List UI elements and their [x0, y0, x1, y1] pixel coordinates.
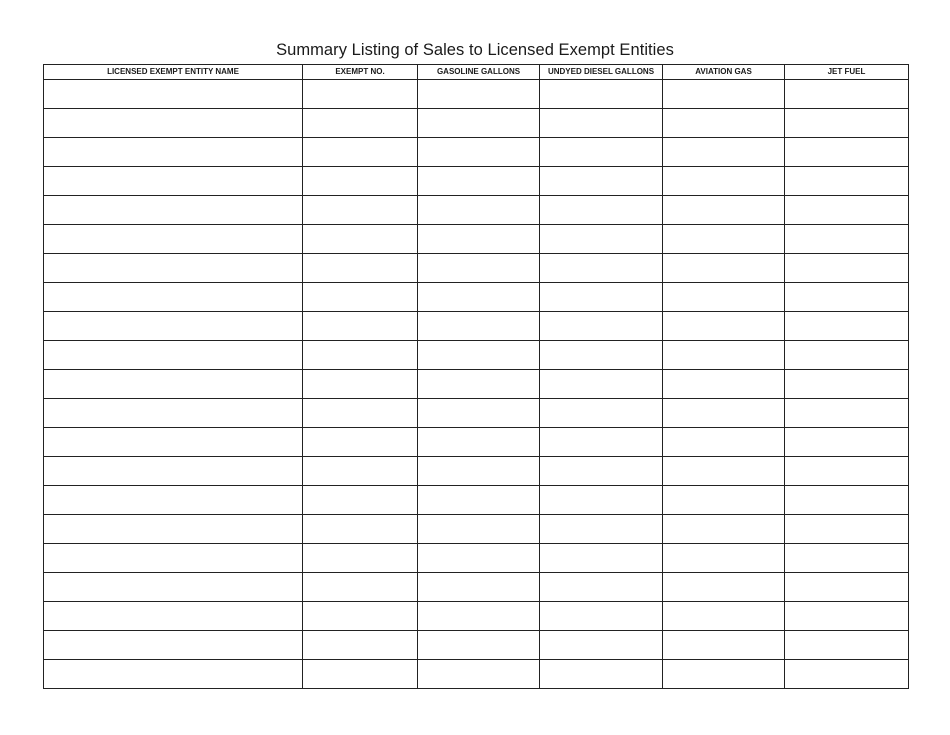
cell-undyed-diesel-gallons[interactable]	[540, 660, 663, 689]
table-row	[44, 80, 909, 109]
sales-listing-table	[43, 64, 909, 689]
cell-entity-name[interactable]	[44, 341, 303, 370]
cell-entity-name[interactable]	[44, 660, 303, 689]
cell-entity-name[interactable]	[44, 196, 303, 225]
cell-entity-name[interactable]	[44, 225, 303, 254]
cell-gasoline-gallons[interactable]	[418, 573, 540, 602]
cell-gasoline-gallons[interactable]	[418, 312, 540, 341]
cell-undyed-diesel-gallons[interactable]	[540, 515, 663, 544]
cell-entity-name[interactable]	[44, 370, 303, 399]
table-row	[44, 196, 909, 225]
cell-gasoline-gallons[interactable]	[418, 399, 540, 428]
table-row	[44, 312, 909, 341]
cell-entity-name[interactable]	[44, 631, 303, 660]
cell-undyed-diesel-gallons[interactable]	[540, 399, 663, 428]
cell-exempt-no[interactable]	[303, 167, 418, 196]
page-title: Summary Listing of Sales to Licensed Exempt Entities	[276, 41, 674, 59]
cell-entity-name[interactable]	[44, 544, 303, 573]
cell-exempt-no[interactable]	[303, 631, 418, 660]
cell-exempt-no[interactable]	[303, 283, 418, 312]
cell-undyed-diesel-gallons[interactable]	[540, 312, 663, 341]
table-row	[44, 399, 909, 428]
cell-entity-name[interactable]	[44, 486, 303, 515]
table-row	[44, 370, 909, 399]
column-header-aviation-gas: AVIATION GAS	[663, 65, 785, 80]
cell-aviation-gas[interactable]	[663, 486, 785, 515]
cell-entity-name[interactable]	[44, 283, 303, 312]
cell-exempt-no[interactable]	[303, 312, 418, 341]
cell-jet-fuel[interactable]	[785, 283, 909, 312]
cell-entity-name[interactable]	[44, 428, 303, 457]
cell-exempt-no[interactable]	[303, 225, 418, 254]
cell-undyed-diesel-gallons[interactable]	[540, 370, 663, 399]
cell-exempt-no[interactable]	[303, 602, 418, 631]
cell-jet-fuel[interactable]	[785, 167, 909, 196]
cell-exempt-no[interactable]	[303, 196, 418, 225]
cell-gasoline-gallons[interactable]	[418, 544, 540, 573]
cell-exempt-no[interactable]	[303, 428, 418, 457]
cell-aviation-gas[interactable]	[663, 254, 785, 283]
cell-jet-fuel[interactable]	[785, 486, 909, 515]
cell-jet-fuel[interactable]	[785, 573, 909, 602]
column-header-entity-name: LICENSED EXEMPT ENTITY NAME	[44, 65, 303, 80]
column-header-exempt-no: EXEMPT NO.	[303, 65, 418, 80]
cell-undyed-diesel-gallons[interactable]	[540, 225, 663, 254]
table-row	[44, 341, 909, 370]
cell-aviation-gas[interactable]	[663, 341, 785, 370]
cell-jet-fuel[interactable]	[785, 80, 909, 109]
table-row	[44, 109, 909, 138]
header-row	[44, 65, 909, 80]
cell-gasoline-gallons[interactable]	[418, 660, 540, 689]
cell-exempt-no[interactable]	[303, 660, 418, 689]
cell-exempt-no[interactable]	[303, 399, 418, 428]
cell-aviation-gas[interactable]	[663, 631, 785, 660]
cell-aviation-gas[interactable]	[663, 573, 785, 602]
cell-exempt-no[interactable]	[303, 341, 418, 370]
table-row	[44, 428, 909, 457]
cell-gasoline-gallons[interactable]	[418, 196, 540, 225]
cell-gasoline-gallons[interactable]	[418, 254, 540, 283]
cell-jet-fuel[interactable]	[785, 544, 909, 573]
cell-exempt-no[interactable]	[303, 544, 418, 573]
cell-entity-name[interactable]	[44, 457, 303, 486]
cell-aviation-gas[interactable]	[663, 602, 785, 631]
cell-exempt-no[interactable]	[303, 573, 418, 602]
cell-gasoline-gallons[interactable]	[418, 370, 540, 399]
cell-entity-name[interactable]	[44, 399, 303, 428]
table-row	[44, 573, 909, 602]
table-row	[44, 515, 909, 544]
table-row	[44, 457, 909, 486]
cell-aviation-gas[interactable]	[663, 167, 785, 196]
cell-undyed-diesel-gallons[interactable]	[540, 602, 663, 631]
column-header-gasoline-gallons: GASOLINE GALLONS	[418, 65, 540, 80]
cell-jet-fuel[interactable]	[785, 660, 909, 689]
cell-undyed-diesel-gallons[interactable]	[540, 457, 663, 486]
cell-entity-name[interactable]	[44, 573, 303, 602]
table-row	[44, 486, 909, 515]
cell-aviation-gas[interactable]	[663, 80, 785, 109]
column-header-jet-fuel: JET FUEL	[785, 65, 909, 80]
cell-gasoline-gallons[interactable]	[418, 283, 540, 312]
cell-undyed-diesel-gallons[interactable]	[540, 341, 663, 370]
table-row	[44, 660, 909, 689]
cell-gasoline-gallons[interactable]	[418, 602, 540, 631]
cell-undyed-diesel-gallons[interactable]	[540, 254, 663, 283]
cell-gasoline-gallons[interactable]	[418, 341, 540, 370]
cell-aviation-gas[interactable]	[663, 312, 785, 341]
cell-gasoline-gallons[interactable]	[418, 486, 540, 515]
cell-undyed-diesel-gallons[interactable]	[540, 283, 663, 312]
cell-jet-fuel[interactable]	[785, 370, 909, 399]
cell-gasoline-gallons[interactable]	[418, 428, 540, 457]
cell-jet-fuel[interactable]	[785, 341, 909, 370]
cell-undyed-diesel-gallons[interactable]	[540, 631, 663, 660]
cell-undyed-diesel-gallons[interactable]	[540, 486, 663, 515]
table-row	[44, 283, 909, 312]
cell-entity-name[interactable]	[44, 138, 303, 167]
cell-jet-fuel[interactable]	[785, 138, 909, 167]
table-row	[44, 544, 909, 573]
table-row	[44, 138, 909, 167]
cell-aviation-gas[interactable]	[663, 399, 785, 428]
cell-undyed-diesel-gallons[interactable]	[540, 109, 663, 138]
cell-jet-fuel[interactable]	[785, 109, 909, 138]
cell-entity-name[interactable]	[44, 109, 303, 138]
cell-jet-fuel[interactable]	[785, 631, 909, 660]
cell-gasoline-gallons[interactable]	[418, 225, 540, 254]
cell-undyed-diesel-gallons[interactable]	[540, 167, 663, 196]
table-row	[44, 225, 909, 254]
cell-jet-fuel[interactable]	[785, 428, 909, 457]
cell-gasoline-gallons[interactable]	[418, 631, 540, 660]
cell-gasoline-gallons[interactable]	[418, 515, 540, 544]
cell-entity-name[interactable]	[44, 80, 303, 109]
cell-exempt-no[interactable]	[303, 254, 418, 283]
cell-exempt-no[interactable]	[303, 80, 418, 109]
cell-jet-fuel[interactable]	[785, 515, 909, 544]
table-row	[44, 167, 909, 196]
cell-gasoline-gallons[interactable]	[418, 138, 540, 167]
cell-jet-fuel[interactable]	[785, 254, 909, 283]
cell-aviation-gas[interactable]	[663, 283, 785, 312]
cell-undyed-diesel-gallons[interactable]	[540, 196, 663, 225]
table-body	[44, 80, 909, 689]
cell-gasoline-gallons[interactable]	[418, 457, 540, 486]
cell-aviation-gas[interactable]	[663, 660, 785, 689]
cell-jet-fuel[interactable]	[785, 225, 909, 254]
cell-jet-fuel[interactable]	[785, 196, 909, 225]
table-row	[44, 631, 909, 660]
cell-jet-fuel[interactable]	[785, 312, 909, 341]
cell-exempt-no[interactable]	[303, 515, 418, 544]
table-row	[44, 254, 909, 283]
cell-entity-name[interactable]	[44, 602, 303, 631]
cell-entity-name[interactable]	[44, 254, 303, 283]
cell-aviation-gas[interactable]	[663, 428, 785, 457]
column-header-undyed-diesel-gallons: UNDYED DIESEL GALLONS	[540, 65, 663, 80]
cell-jet-fuel[interactable]	[785, 457, 909, 486]
cell-aviation-gas[interactable]	[663, 515, 785, 544]
cell-undyed-diesel-gallons[interactable]	[540, 544, 663, 573]
cell-aviation-gas[interactable]	[663, 196, 785, 225]
cell-gasoline-gallons[interactable]	[418, 167, 540, 196]
cell-undyed-diesel-gallons[interactable]	[540, 80, 663, 109]
cell-undyed-diesel-gallons[interactable]	[540, 428, 663, 457]
cell-aviation-gas[interactable]	[663, 225, 785, 254]
cell-jet-fuel[interactable]	[785, 399, 909, 428]
cell-undyed-diesel-gallons[interactable]	[540, 138, 663, 167]
cell-exempt-no[interactable]	[303, 109, 418, 138]
cell-exempt-no[interactable]	[303, 486, 418, 515]
cell-jet-fuel[interactable]	[785, 602, 909, 631]
cell-gasoline-gallons[interactable]	[418, 80, 540, 109]
cell-aviation-gas[interactable]	[663, 138, 785, 167]
cell-aviation-gas[interactable]	[663, 544, 785, 573]
cell-gasoline-gallons[interactable]	[418, 109, 540, 138]
table-row	[44, 602, 909, 631]
cell-exempt-no[interactable]	[303, 457, 418, 486]
cell-undyed-diesel-gallons[interactable]	[540, 573, 663, 602]
cell-exempt-no[interactable]	[303, 138, 418, 167]
cell-exempt-no[interactable]	[303, 370, 418, 399]
cell-aviation-gas[interactable]	[663, 370, 785, 399]
cell-aviation-gas[interactable]	[663, 457, 785, 486]
cell-entity-name[interactable]	[44, 515, 303, 544]
cell-aviation-gas[interactable]	[663, 109, 785, 138]
cell-entity-name[interactable]	[44, 167, 303, 196]
cell-entity-name[interactable]	[44, 312, 303, 341]
